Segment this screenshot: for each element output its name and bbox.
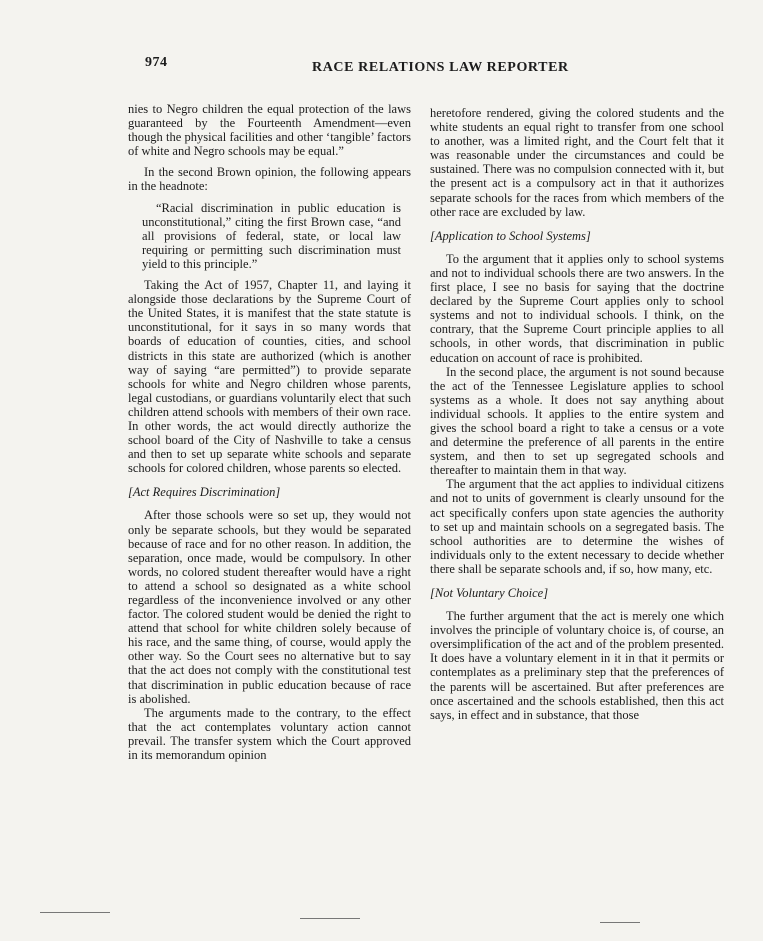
paragraph: heretofore rendered, giving the colored students and the white students an equal right to transfer from one school to another, was a limited right, and the Court felt that it was reasonable under the circumstances and could be sustained. There was no compulsion connected with it, but the present act is a compulsory act in that it authorizes separate schools for the races from which members of the other race are excluded by law. (430, 106, 724, 219)
page-number: 974 (145, 55, 168, 70)
right-column (430, 106, 724, 729)
left-column (128, 102, 411, 762)
running-head: RACE RELATIONS LAW REPORTER (312, 60, 569, 75)
paragraph: In the second Brown opinion, the following appears in the headnote: (128, 165, 411, 194)
paragraph: To the argument that it applies only to school systems and not to individual schools there are two answers. In the first place, I see no basis for saying that the doctrine declared by the Supreme Court applies only to school systems and not to individual schools. I think, on the contrary, that the Supreme Court principle applies to all schools, in other words, that discrimination in public education on account of race is prohibited. (430, 251, 724, 365)
paragraph: nies to Negro children the equal protection of the laws guaranteed by the Fourteenth Amendment—even though the physical facilities and other ‘tangible’ factors of white and Negro schools may be equal.” (128, 102, 411, 159)
paragraph: After those schools were so set up, they would not only be separate schools, but they would be separated because of race and for no other reason. In addition, the separation, once made, would be compulsory. In other words, no colored student thereafter would have a right to attend a school so designated as a white school regardless of the inconvenience involved or any other factor. The colored student would be denied the right to attend that school for white children solely because of his race, and the same thing, of course, would apply the other way. So the Court sees no alternative but to say that the act does not comply with the constitutional test that discrimination in public education because of race is abolished. (128, 508, 411, 706)
section-heading: [Application to School Systems] (430, 228, 591, 243)
paragraph: The further argument that the act is merely one which involves the principle of voluntary choice is, of course, an oversimplification of the act and of the problem presented. It does have a voluntary element in it in that it permits or contemplates as a preliminary step that the preferences of the parents will be ascertained. But after preferences are once ascertained and the schools established, then this act says, in effect and in substance, that those (430, 609, 724, 722)
paragraph: The arguments made to the contrary, to the effect that the act contemplates voluntary action cannot prevail. The transfer system which the Court approved in its memorandum opinion (128, 705, 411, 763)
scan-artifact-rule (600, 922, 640, 923)
section-heading: [Act Requires Discrimination] (128, 485, 281, 500)
paragraph: In the second place, the argument is not sound because the act of the Tennessee Legislature applies to school systems as a whole. It does not say anything about individual schools. It applies to the entire system and gives the school board a right to take a census or a vote and determine the preference of all parents in the entire system, and then to set up segregated schools and thereafter to maintain them in that way. (430, 364, 724, 478)
paragraph: The argument that the act applies to individual citizens and not to units of government is clearly unsound for the act specifically confers upon state agencies the authority to set up and maintain schools on a segregated basis. The school authorities are to determine the wishes of individuals only to the extent necessary to decide whether there shall be separate schools and, if so, how many, etc. (430, 477, 724, 576)
scan-artifact-rule (300, 918, 360, 919)
paragraph: Taking the Act of 1957, Chapter 11, and laying it alongside those declarations by the Supreme Court of the United States, it is manifest that the state statute is unconstitutional, for it says in so many words that boards of education of counties, cities, and school districts in this state are authorized (which is another way of saying “are permitted”) to provide separate schools for white and Negro children whose parents, legal custodians, or guardians voluntarily elect that such children attend schools with members of their own race. In other words, the act would directly authorize the school board of the City of Nashville to take a census and then to set up separate white schools and separate schools for colored children, whose parents so elected. (128, 278, 411, 476)
section-heading: [Not Voluntary Choice] (430, 586, 549, 600)
scan-artifact-rule (40, 912, 110, 913)
block-quote: “Racial discrimination in public education is unconstitutional,” citing the first Brown case, “and all provisions of federal, state, or local law requiring or permitting such discrimination must yield to this principle.” (142, 200, 401, 271)
